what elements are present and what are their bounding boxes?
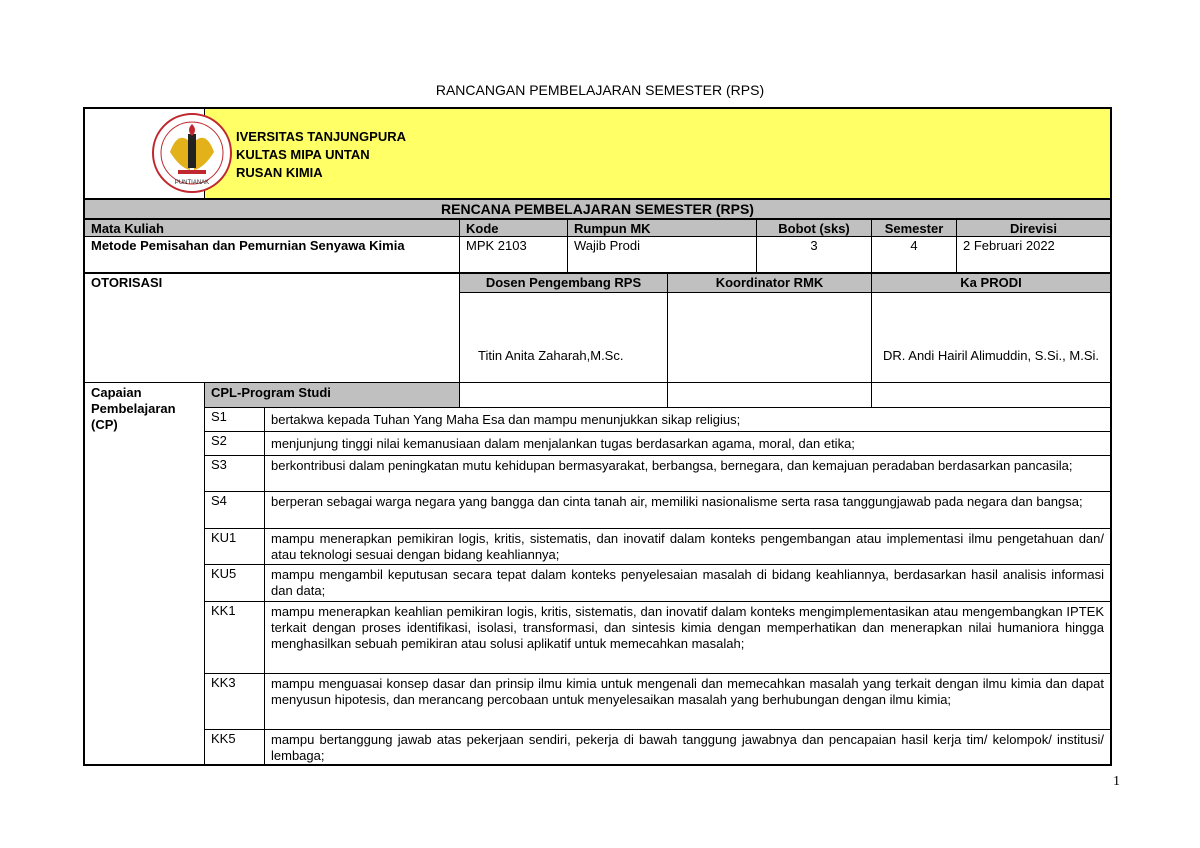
col-rumpun: Rumpun MK: [567, 219, 757, 237]
otorisasi-label: OTORISASI: [84, 273, 460, 383]
course-direvisi: 2 Februari 2022: [956, 236, 1111, 273]
cp-label-text: Capaian Pembelajaran (CP): [91, 385, 176, 432]
faculty-name: KULTAS MIPA UNTAN: [236, 147, 370, 162]
kaprodi-header: Ka PRODI: [871, 273, 1111, 293]
svg-text:PUNTIANAK: PUNTIANAK: [174, 180, 210, 186]
department-name: RUSAN KIMIA: [236, 165, 323, 180]
cp-text: berkontribusi dalam peningkatan mutu kehidupan bermasyarakat, berbangsa, bernegara, dan kemajuan peradaban berdasarkan pancasila;: [264, 455, 1111, 492]
cp-code: KU1: [204, 528, 265, 565]
cp-text: mampu menerapkan keahlian pemikiran logis, kritis, sistematis, dan inovatif dalam konteks mengimplementasikan atau mengembangkan IPTEK terkait dengan proses identifikasi, isolasi, transformasi, dan sintesis kimia dengan memperhatikan dan menerapkan nilai humaniora hingga menghasilkan sebuah pemikiran atau solusi aplikatif untuk memecahkan masalah;: [264, 601, 1111, 674]
cp-text: menjunjung tinggi nilai kemanusiaan dalam menjalankan tugas berdasarkan agama, moral, dan etika;: [264, 431, 1111, 456]
cp-code: S1: [204, 407, 265, 432]
cpl-program-header: CPL-Program Studi: [204, 382, 460, 408]
cp-code: KK3: [204, 673, 265, 730]
course-bobot: 3: [756, 236, 872, 273]
dosen-header: Dosen Pengembang RPS: [459, 273, 668, 293]
document-title: RANCANGAN PEMBELAJARAN SEMESTER (RPS): [435, 82, 765, 98]
course-rumpun: Wajib Prodi: [567, 236, 757, 273]
cp-code: KK5: [204, 729, 265, 766]
dosen-name: Titin Anita Zaharah,M.Sc.: [478, 348, 624, 363]
cp-text: mampu menerapkan pemikiran logis, kritis, sistematis, dan inovatif dalam konteks pengembangan atau implementasi ilmu pengetahuan dan/ atau teknologi sesuai dengan bidang keahliannya;: [264, 528, 1111, 565]
table-frame: [83, 107, 1112, 766]
col-semester: Semester: [871, 219, 957, 237]
cp-text: berperan sebagai warga negara yang bangga dan cinta tanah air, memiliki nasionalisme serta rasa tanggungjawab pada negara dan bangsa;: [264, 491, 1111, 529]
cp-text: bertakwa kepada Tuhan Yang Maha Esa dan mampu menunjukkan sikap religius;: [264, 407, 1111, 432]
cp-code: S2: [204, 431, 265, 456]
section-title: RENCANA PEMBELAJARAN SEMESTER (RPS): [84, 199, 1111, 219]
course-name: Metode Pemisahan dan Pemurnian Senyawa Kimia: [84, 236, 460, 273]
cp-code: KU5: [204, 564, 265, 602]
university-name: IVERSITAS TANJUNGPURA: [236, 129, 406, 144]
col-bobot: Bobot (sks): [756, 219, 872, 237]
cp-code: S4: [204, 491, 265, 529]
col-mata-kuliah: Mata Kuliah: [84, 219, 460, 237]
cp-text: mampu menguasai konsep dasar dan prinsip ilmu kimia untuk mengenali dan memecahkan masalah yang terkait dengan ilmu kimia dan dapat menyusun hipotesis, dan merancang percobaan untuk menyelesaikan masalah yang berhubungan dengan ilmu kimia;: [264, 673, 1111, 730]
page-number: 1: [1113, 774, 1120, 789]
koordinator-header: Koordinator RMK: [667, 273, 872, 293]
kaprodi-name: DR. Andi Hairil Alimuddin, S.Si., M.Si.: [882, 348, 1100, 363]
cp-text: mampu bertanggung jawab atas pekerjaan sendiri, pekerja di bawah tanggung jawabnya dan pencapaian hasil kerja tim/ kelompok/ institusi/ lembaga;: [264, 729, 1111, 766]
cp-code: KK1: [204, 601, 265, 674]
cp-text: mampu mengambil keputusan secara tepat dalam konteks penyelesaian masalah di bidang keahliannya, berdasarkan hasil analisis informasi dan data;: [264, 564, 1111, 602]
course-semester: 4: [871, 236, 957, 273]
col-direvisi: Direvisi: [956, 219, 1111, 237]
course-kode: MPK 2103: [459, 236, 568, 273]
col-kode: Kode: [459, 219, 568, 237]
cp-code: S3: [204, 455, 265, 492]
